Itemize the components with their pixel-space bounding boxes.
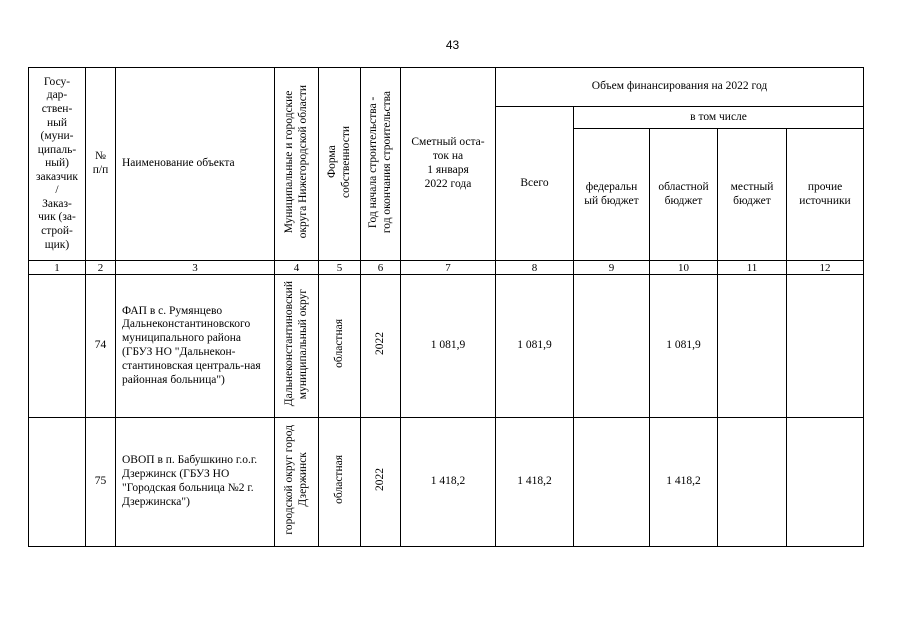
column-number: 4 [275, 261, 319, 275]
column-number: 3 [116, 261, 275, 275]
cell-regional: 1 081,9 [650, 275, 718, 418]
cell-ownership [319, 418, 361, 547]
cell-years [361, 275, 401, 418]
cell-municipality [275, 418, 319, 547]
financing-table [28, 67, 864, 547]
header-total: Всего [496, 107, 574, 261]
page-number: 43 [445, 38, 460, 52]
cell-years-text: 2022 [373, 468, 386, 492]
cell-number: 75 [86, 418, 116, 547]
header-ownership [319, 68, 361, 261]
cell-estimate-balance: 1 418,2 [401, 418, 496, 547]
header-customer: Госу- дар- ствен- ный (муни- ципаль- ный) заказчик / Заказ- чик (за- строй- щик) [29, 68, 86, 261]
header-years [361, 68, 401, 261]
table-row [29, 418, 864, 547]
cell-other [787, 418, 864, 547]
column-number: 7 [401, 261, 496, 275]
cell-local [718, 275, 787, 418]
cell-ownership-text: областная [332, 455, 345, 505]
header-ownership-text: Форма собственности [325, 125, 352, 198]
header-years-text: Год начала строительства - год окончания строительства [366, 90, 393, 233]
header-including: в том числе [574, 107, 864, 129]
column-number: 10 [650, 261, 718, 275]
header-estimate-balance: Сметный оста- ток на 1 января 2022 года [401, 68, 496, 261]
column-number: 1 [29, 261, 86, 275]
header-row-1 [29, 68, 864, 107]
cell-years [361, 418, 401, 547]
cell-federal [574, 275, 650, 418]
column-number: 6 [361, 261, 401, 275]
cell-ownership [319, 275, 361, 418]
header-municipality [275, 68, 319, 261]
cell-municipality [275, 275, 319, 418]
header-object-name: Наименование объекта [116, 68, 275, 261]
column-number: 5 [319, 261, 361, 275]
cell-estimate-balance: 1 081,9 [401, 275, 496, 418]
cell-federal [574, 418, 650, 547]
cell-other [787, 275, 864, 418]
cell-customer [29, 275, 86, 418]
cell-ownership-text: областная [332, 319, 345, 369]
cell-number: 74 [86, 275, 116, 418]
header-federal: федеральн ый бюджет [574, 129, 650, 261]
header-municipality-text: Муниципальные и городские округа Нижегородской области [282, 84, 309, 239]
cell-object-name: ОВОП в п. Бабушкино г.о.г. Дзержинск (ГБУЗ НО "Городская больница №2 г. Дзержинска") [116, 418, 275, 547]
header-number: № п/п [86, 68, 116, 261]
cell-object-name: ФАП в с. Румянцево Дальнеконстантиновского муниципального района (ГБУЗ НО "Дальнекон-стантиновская централь-ная районная больница") [116, 275, 275, 418]
cell-total: 1 081,9 [496, 275, 574, 418]
header-regional: областной бюджет [650, 129, 718, 261]
header-other: прочие источники [787, 129, 864, 261]
cell-total: 1 418,2 [496, 418, 574, 547]
column-number: 11 [718, 261, 787, 275]
cell-regional: 1 418,2 [650, 418, 718, 547]
header-financing: Объем финансирования на 2022 год [496, 68, 864, 107]
column-number-row [29, 261, 864, 275]
cell-municipality-text: Дальнеконстантиновский муниципальный округ [282, 281, 309, 407]
column-number: 8 [496, 261, 574, 275]
cell-local [718, 418, 787, 547]
column-number: 9 [574, 261, 650, 275]
cell-customer [29, 418, 86, 547]
header-local: местный бюджет [718, 129, 787, 261]
column-number: 2 [86, 261, 116, 275]
column-number: 12 [787, 261, 864, 275]
cell-municipality-text: городской округ город Дзержинск [282, 424, 309, 535]
table-row [29, 275, 864, 418]
cell-years-text: 2022 [373, 332, 386, 356]
